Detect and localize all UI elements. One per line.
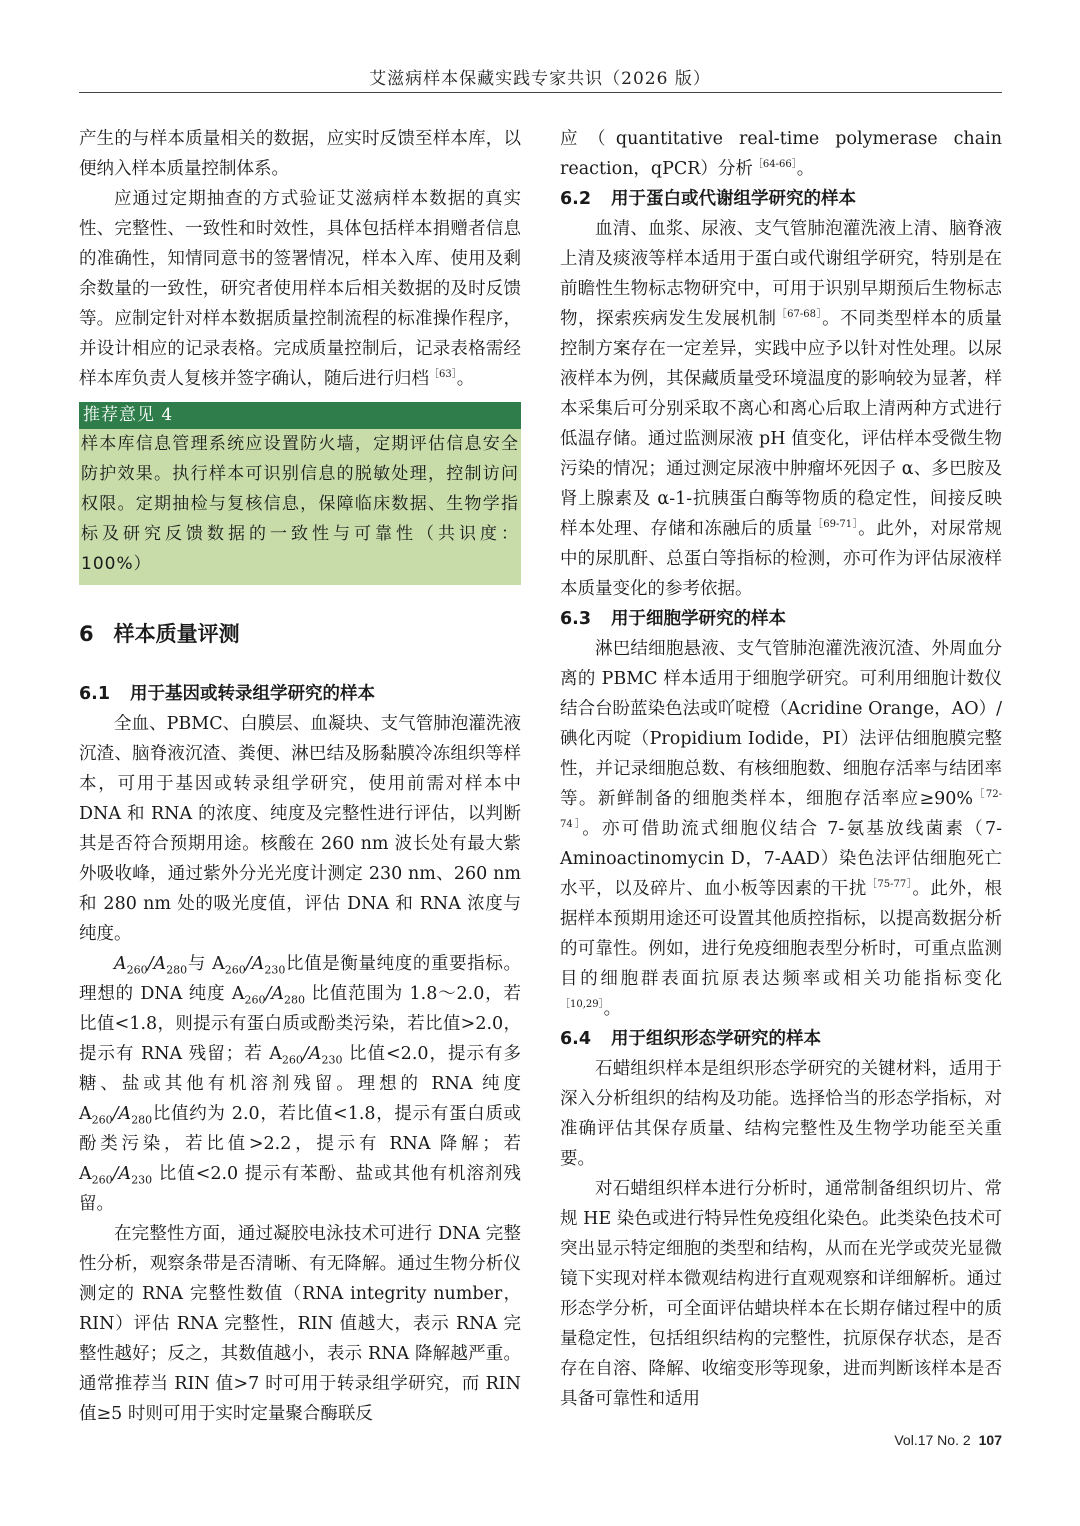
section-title: 样本质量评测 xyxy=(113,622,240,646)
subsection-heading-6-2 xyxy=(560,184,1002,214)
header-rule xyxy=(79,92,1002,93)
paragraph: 应（quantitative real-time polymerase chain reaction，qPCR）分析$^{[64-66]}$。 xyxy=(560,129,1002,179)
paragraph-purity: $A_{260}/A_{280}$与 $A_{260}/A_{230}$比值是衡量纯度的重要指标。理想的 DNA 纯度 $A_{260}/A_{280}$ 比值范围为 1.8～2.0，若比值<1.8，则提示有蛋白质或酚类污染，若比值>2.0，提示有 RNA 残留；若 $A_{260}/A_{230}$ 比值<2.0，提示有多糖、盐或其他有机溶剂残留。理想的 RNA 纯度 $A_{260}/A_{280}$比值约为 2.0，若比值<1.8，提示有蛋白质或酚类污染，若比值>2.2，提示有 RNA 降解；若 $A_{260}/A_{230}$ 比值<2.0 提示有苯酚、盐或其他有机溶剂残留。 xyxy=(79,954,522,1214)
paragraph: 对石蜡组织样本进行分析时，通常制备组织切片、常规 HE 染色或进行特异性免疫组化染色。此类染色技术可突出显示特定细胞的类型和结构，从而在光学或荧光显微镜下实现对样本微观结构进行直观观察和详细解析。通过形态学分析，可全面评估蜡块样本在长期存储过程中的质量稳定性，包括组织结构的完整性，抗原保存状态，是否存在自溶、降解、收缩变形等现象，进而判断该样本是否具备可靠性和适用 xyxy=(560,1179,1002,1409)
section-number: 6 xyxy=(79,622,94,646)
paragraph-end: 。 xyxy=(456,369,475,389)
citation[interactable]: ［67-68］ xyxy=(776,309,823,321)
paragraph: 淋巴结细胞悬液、支气管肺泡灌洗液沉渣、外周血分离的 PBMC 样本适用于细胞学研究。可利用细胞计数仪结合台盼蓝染色法或吖啶橙（Acridine Orange，AO）/碘化丙啶（Propidium Iodide，PI）法评估细胞膜完整性，并记录细胞总数、有核细胞数、细胞存活率与结团率等。新鲜制备的细胞类样本，细胞存活率应≥90%$^{[72-74]}$。亦可借助流式细胞仪结合 7-氨基放线菌素（7-Aminoactinomycin D，7-AAD）染色法评估细胞死亡水平，以及碎片、血小板等因素的干扰$^{[75-77]}$。此外，根据样本预期用途还可设置其他质控指标，以提高数据分析的可靠性。例如，进行免疫细胞表型分析时，可重点监测目的细胞群表面抗原表达频率或相关功能指标变化$^{[10,29]}$。 xyxy=(560,639,1003,1019)
page-number: 107 xyxy=(978,1432,1002,1448)
subsection-heading-6-3 xyxy=(560,604,1002,634)
paragraph xyxy=(79,184,521,394)
citation[interactable]: ［69-71］ xyxy=(812,519,859,531)
subsection-title: 用于组织形态学研究的样本 xyxy=(611,1029,822,1049)
paragraph: 产生的与样本质量相关的数据，应实时反馈至样本库，以便纳入样本质量控制体系。 xyxy=(79,129,521,179)
subsection-heading-6-4 xyxy=(560,1024,1002,1054)
subsection-title: 用于细胞学研究的样本 xyxy=(611,609,787,629)
recommendation-title: 推荐意见 4 xyxy=(79,402,521,429)
recommendation-box xyxy=(79,402,521,585)
paragraph-text: 应（quantitative real-time polymerase chain reaction，qPCR）分析 xyxy=(560,129,1002,179)
subsection-number: 6.2 xyxy=(560,189,592,209)
citation[interactable]: ［63］ xyxy=(429,369,457,381)
subsection-heading-6-1 xyxy=(79,679,521,709)
paragraph-text: 应通过定期抽查的方式验证艾滋病样本数据的真实性、完整性、一致性和时效性，具体包括样本捐赠者信息的准确性，知情同意书的签署情况，样本入库、使用及剩余数量的一致性，研究者使用样本后相关数据的及时反馈等。应制定针对样本数据质量控制流程的标准操作程序，并设计相应的记录表格。完成质量控制后，记录表格需经样本库负责人复核并签字确认，随后进行归档 xyxy=(79,189,521,389)
paragraph: 血清、血浆、尿液、支气管肺泡灌洗液上清、脑脊液上清及痰液等样本适用于蛋白或代谢组学研究，特别是在前瞻性生物标志物研究中，可用于识别早期预后生物标志物，探索疾病发生发展机制$^{[67-68]}$。不同类型样本的质量控制方案存在一定差异，实践中应予以针对性处理。以尿液样本为例，其保藏质量受环境温度的影响较为显著，样本采集后可分别采取不离心和离心后取上清两种方式进行低温存储。通过监测尿液 pH 值变化，评估样本受微生物污染的情况；通过测定尿液中肿瘤坏死因子 α、多巴胺及肾上腺素及 α-1-抗胰蛋白酶等物质的稳定性，间接反映样本处理、存储和冻融后的质量$^{[69-71]}$。此外，对尿常规中的尿肌酐、总蛋白等指标的检测，亦可作为评估尿液样本质量变化的参考依据。 xyxy=(560,219,1003,599)
volume-info: Vol.17 No. 2 xyxy=(894,1432,971,1448)
citation[interactable]: ［10,29］ xyxy=(560,999,604,1011)
subsection-title: 用于蛋白或代谢组学研究的样本 xyxy=(611,189,857,209)
subsection-number: 6.1 xyxy=(79,684,111,704)
subsection-number: 6.4 xyxy=(560,1029,592,1049)
page-footer xyxy=(894,1432,1002,1448)
left-column xyxy=(79,124,521,1429)
subsection-title: 用于基因或转录组学研究的样本 xyxy=(130,684,376,704)
running-header: 艾滋病样本保藏实践专家共识（2026 版） xyxy=(369,69,711,89)
subsection-number: 6.3 xyxy=(560,609,592,629)
citation[interactable]: ［72-74］ xyxy=(560,789,1002,831)
right-column xyxy=(560,124,1002,1414)
citation[interactable]: ［64-66］ xyxy=(752,159,797,171)
citation[interactable]: ［75-77］ xyxy=(866,879,913,891)
paragraph: 石蜡组织样本是组织形态学研究的关键材料，适用于深入分析组织的结构及功能。选择恰当的形态学指标，对准确评估其保存质量、结构完整性及生物学功能至关重要。 xyxy=(560,1059,1002,1169)
recommendation-body: 样本库信息管理系统应设置防火墙，定期评估信息安全防护效果。执行样本可识别信息的脱敏处理，控制访问权限。定期抽检与复核信息，保障临床数据、生物学指标及研究反馈数据的一致性与可靠性（共识度：100%） xyxy=(81,434,519,574)
paragraph: 在完整性方面，通过凝胶电泳技术可进行 DNA 完整性分析，观察条带是否清晰、有无降解。通过生物分析仪测定的 RNA 完整性数值（RNA integrity number，RIN）评估 RNA 完整性，RIN 值越大，表示 RNA 完整性越好；反之，其数值越小，表示 RNA 降解越严重。通常推荐当 RIN 值>7 时可用于转录组学研究，而 RIN 值≥5 时则可用于实时定量聚合酶联反 xyxy=(79,1224,521,1424)
section-heading-6 xyxy=(79,619,521,649)
paragraph: 全血、PBMC、白膜层、血凝块、支气管肺泡灌洗液沉渣、脑脊液沉渣、粪便、淋巴结及肠黏膜冷冻组织等样本，可用于基因或转录组学研究，使用前需对样本中 DNA 和 RNA 的浓度、纯度及完整性进行评估，以判断其是否符合预期用途。核酸在 260 nm 波长处有最大紫外吸收峰，通过紫外分光光度计测定 230 nm、260 nm 和 280 nm 处的吸光度值，评估 DNA 和 RNA 浓度与纯度。 xyxy=(79,714,521,944)
